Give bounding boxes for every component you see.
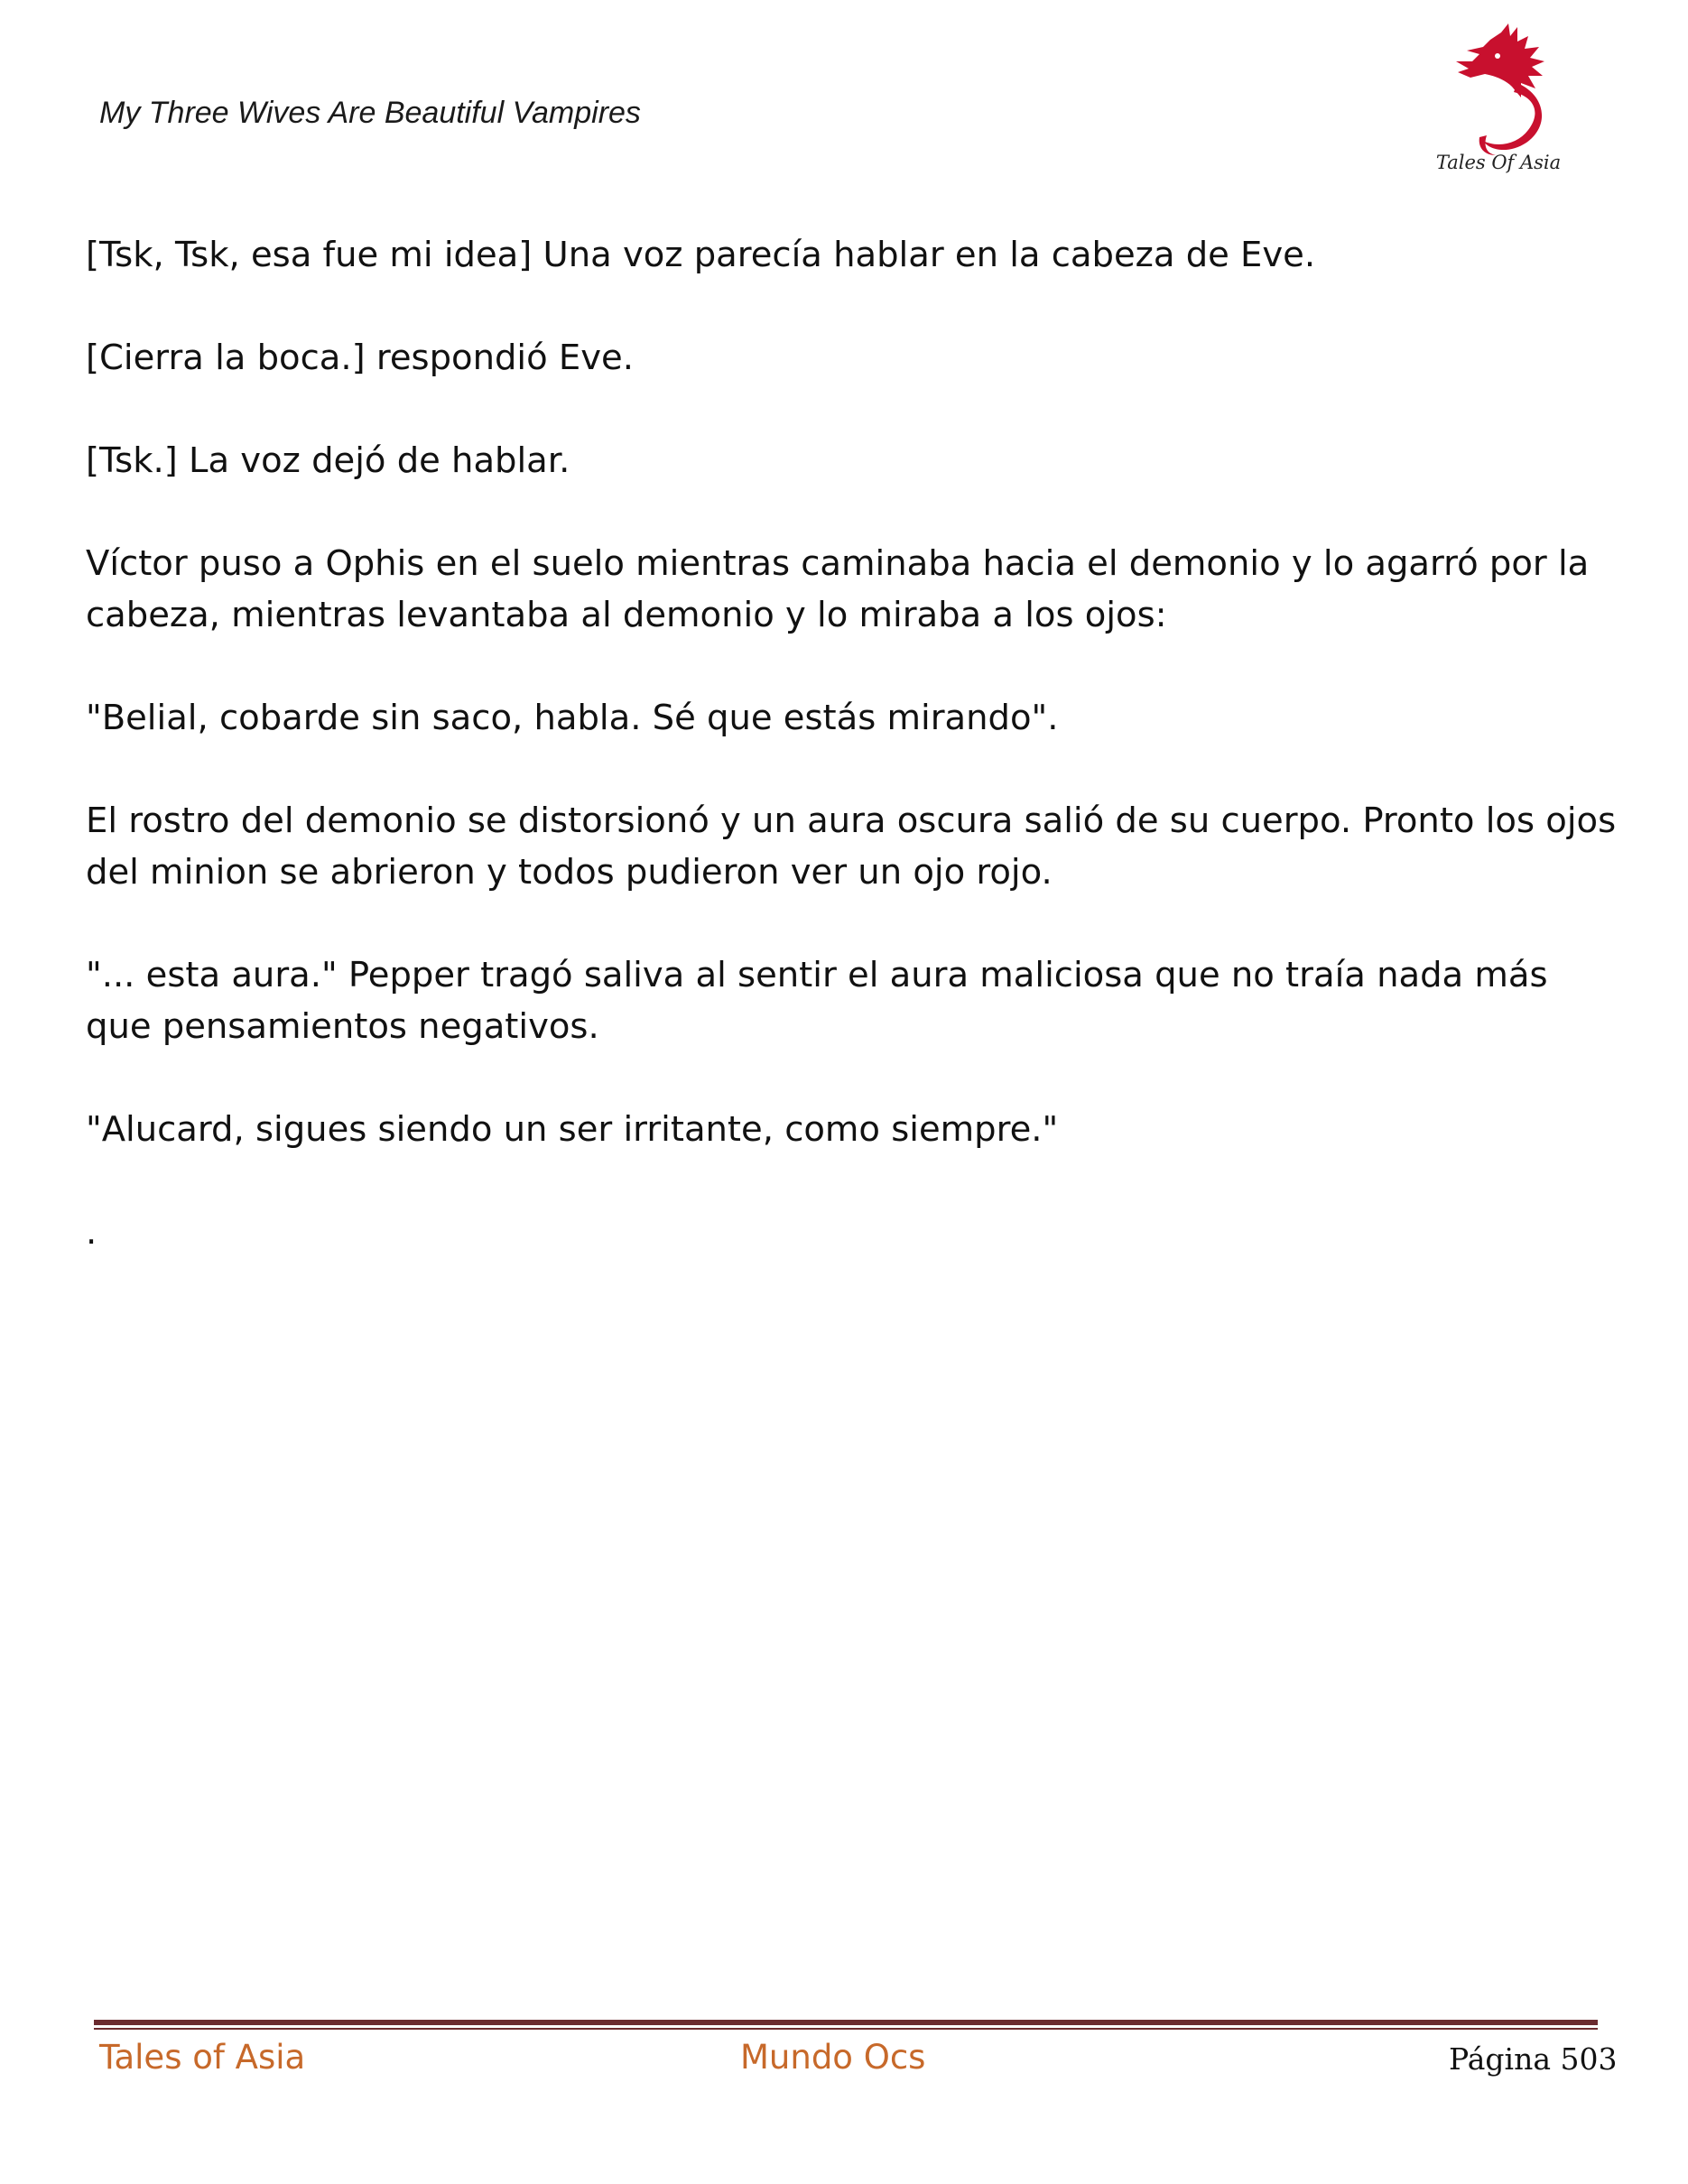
logo-text: Tales Of Asia [1435, 152, 1562, 173]
paragraph: Víctor puso a Ophis en el suelo mientras caminaba hacia el demonio y lo agarró por la cabeza, mientras levantaba al demonio y lo miraba a los ojos: [86, 543, 1590, 635]
paragraph: El rostro del demonio se distorsionó y un aura oscura salió de su cuerpo. Pronto los ojos del minion se abrieron y todos pudieron ver un ojo rojo. [86, 800, 1617, 893]
paragraph: [Tsk, Tsk, esa fue mi idea] Una voz parecía hablar en la cabeza de Eve. [86, 235, 1316, 275]
paragraph: "... esta aura." Pepper tragó saliva al sentir el aura maliciosa que no traía nada más que pensamientos negativos. [86, 955, 1548, 1047]
tales-of-asia-logo [1431, 20, 1566, 182]
paragraph: . [86, 1212, 97, 1253]
footer-publisher: Tales of Asia [99, 2038, 306, 2077]
red-dragon-icon [1431, 20, 1566, 155]
paragraph: [Tsk.] La voz dejó de hablar. [86, 440, 570, 481]
header-book-title: My Three Wives Are Beautiful Vampires [99, 96, 641, 130]
footer-source: Mundo Ocs [740, 2038, 926, 2077]
document-body [86, 229, 1620, 1309]
paragraph: "Alucard, sigues siendo un ser irritante, como siempre." [86, 1109, 1059, 1150]
paragraph: [Cierra la boca.] respondió Eve. [86, 338, 634, 378]
page-number: Página 503 [1449, 2041, 1618, 2077]
paragraph: "Belial, cobarde sin saco, habla. Sé que estás mirando". [86, 698, 1059, 738]
footer-divider [94, 2020, 1598, 2031]
